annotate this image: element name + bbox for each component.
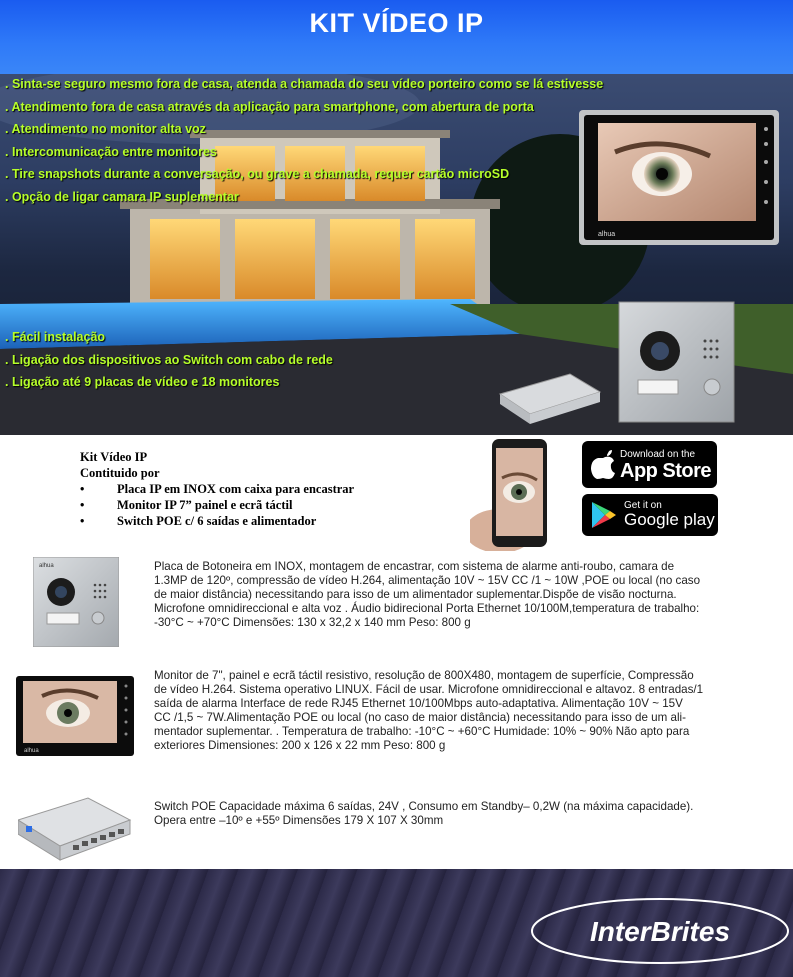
product-description-switch bbox=[154, 800, 784, 828]
product-description-door-station bbox=[154, 560, 784, 630]
description-line: Microfone omnidireccional e alta voz . Áudio bidirecional Porta Ethernet 10/100M,temperatura de trabalho: bbox=[154, 602, 700, 615]
description-line: 1.3MP de 120º, compressão de vídeo H.264, alimentação 10V ~ 15V CC /1 ~ 10W ,POE ou local (no caso bbox=[154, 574, 701, 587]
feature-item: . Atendimento fora de casa através da aplicação para smartphone, com abertura de porta bbox=[5, 99, 534, 114]
svg-text:alhua: alhua bbox=[39, 563, 54, 569]
monitor-image bbox=[16, 676, 134, 756]
description-line: de maior distância) necessitando para isso de um alimentador suplementar.Dispõe de visão nocturna. bbox=[154, 588, 677, 601]
hero-banner bbox=[0, 74, 793, 435]
kit-title: Kit Vídeo IP bbox=[80, 450, 148, 464]
kit-summary bbox=[80, 449, 354, 529]
appstore-big-text: App Store bbox=[620, 460, 712, 482]
description-line: -30°C ~ +70°C Dimensões: 130 x 32,2 x 140 mm Peso: 800 g bbox=[154, 616, 471, 629]
appstore-small-text: Download on the bbox=[620, 449, 696, 460]
description-line: CC /1,5 ~ 7W.Alimentação POE ou local (no caso de maior distância) necessitando para isso de um ali- bbox=[154, 711, 686, 724]
gplay-big-text: Google play bbox=[624, 510, 715, 529]
description-line: Monitor de 7", painel e ecrã táctil resistivo, resolução de 800X480, montagem de superfície, Compressão bbox=[154, 669, 694, 682]
page-header bbox=[0, 0, 793, 74]
description-line: de vídeo H.264. Sistema operativo LINUX. Fácil de usar. Microfone omnidireccional e altavoz. 8 entradas/1 bbox=[154, 683, 704, 696]
description-line: Opera entre –10º e +55º Dimensões 179 X 107 X 30mm bbox=[154, 814, 444, 827]
interbrites-logo bbox=[530, 896, 790, 966]
description-line: mentador suplementar. . Temperatura de trabalho: -10°C ~ +60°C Humidade: 10% ~ 90% Não apto para bbox=[154, 725, 690, 738]
smartphone-image bbox=[470, 436, 570, 551]
app-store-badge[interactable] bbox=[582, 441, 717, 488]
feature-item: . Fácil instalação bbox=[5, 330, 106, 344]
page-footer bbox=[0, 869, 793, 977]
kit-item: • Placa IP em INOX com caixa para encastrar bbox=[80, 481, 354, 497]
description-line: exteriores Dimensiones: 200 x 126 x 22 mm Peso: 800 g bbox=[154, 739, 446, 752]
product-description-monitor bbox=[154, 669, 784, 753]
door-station-image bbox=[33, 557, 119, 647]
description-line: saída de alarma Interface de rede RJ45 Ethernet 10/100Mbps auto-adaptativa. Alimentação 10V ~ 15V bbox=[154, 697, 683, 710]
kit-item: • Switch POE c/ 6 saídas e alimentador bbox=[80, 513, 354, 529]
google-play-badge[interactable] bbox=[582, 494, 718, 536]
page-title: KIT VÍDEO IP bbox=[309, 8, 484, 38]
feature-item: . Tire snapshots durante a conversação, ou grave a chamada, requer cartão microSD bbox=[5, 167, 510, 181]
svg-text:alhua: alhua bbox=[24, 748, 39, 754]
switch-image bbox=[18, 790, 132, 862]
svg-text:InterBrites: InterBrites bbox=[589, 916, 731, 947]
description-line: Placa de Botoneira em INOX, montagem de encastrar, com sistema de alarme anti-roubo, camara de bbox=[154, 560, 675, 573]
kit-subtitle: Contituido por bbox=[80, 466, 160, 480]
feature-item: . Intercomunicação entre monitores bbox=[5, 144, 217, 159]
description-line: Switch POE Capacidade máxima 6 saídas, 24V , Consumo em Standby– 0,2W (na máxima capacidade). bbox=[154, 800, 694, 813]
kit-item: • Monitor IP 7” painel e ecrã táctil bbox=[80, 497, 354, 513]
feature-item: . Opção de ligar camara IP suplementar bbox=[5, 189, 239, 204]
monitor-brand: alhua bbox=[598, 231, 616, 238]
gplay-small-text: Get it on bbox=[624, 500, 662, 511]
feature-item: . Sinta-se seguro mesmo fora de casa, atenda a chamada do seu vídeo porteiro como se lá estivesse bbox=[5, 77, 604, 91]
feature-item: . Ligação dos dispositivos ao Switch com cabo de rede bbox=[5, 352, 333, 367]
feature-item: . Ligação até 9 placas de vídeo e 18 monitores bbox=[5, 375, 280, 389]
google-play-icon bbox=[591, 501, 617, 529]
feature-item: . Atendimento no monitor alta voz bbox=[5, 122, 206, 136]
apple-icon bbox=[590, 450, 616, 480]
